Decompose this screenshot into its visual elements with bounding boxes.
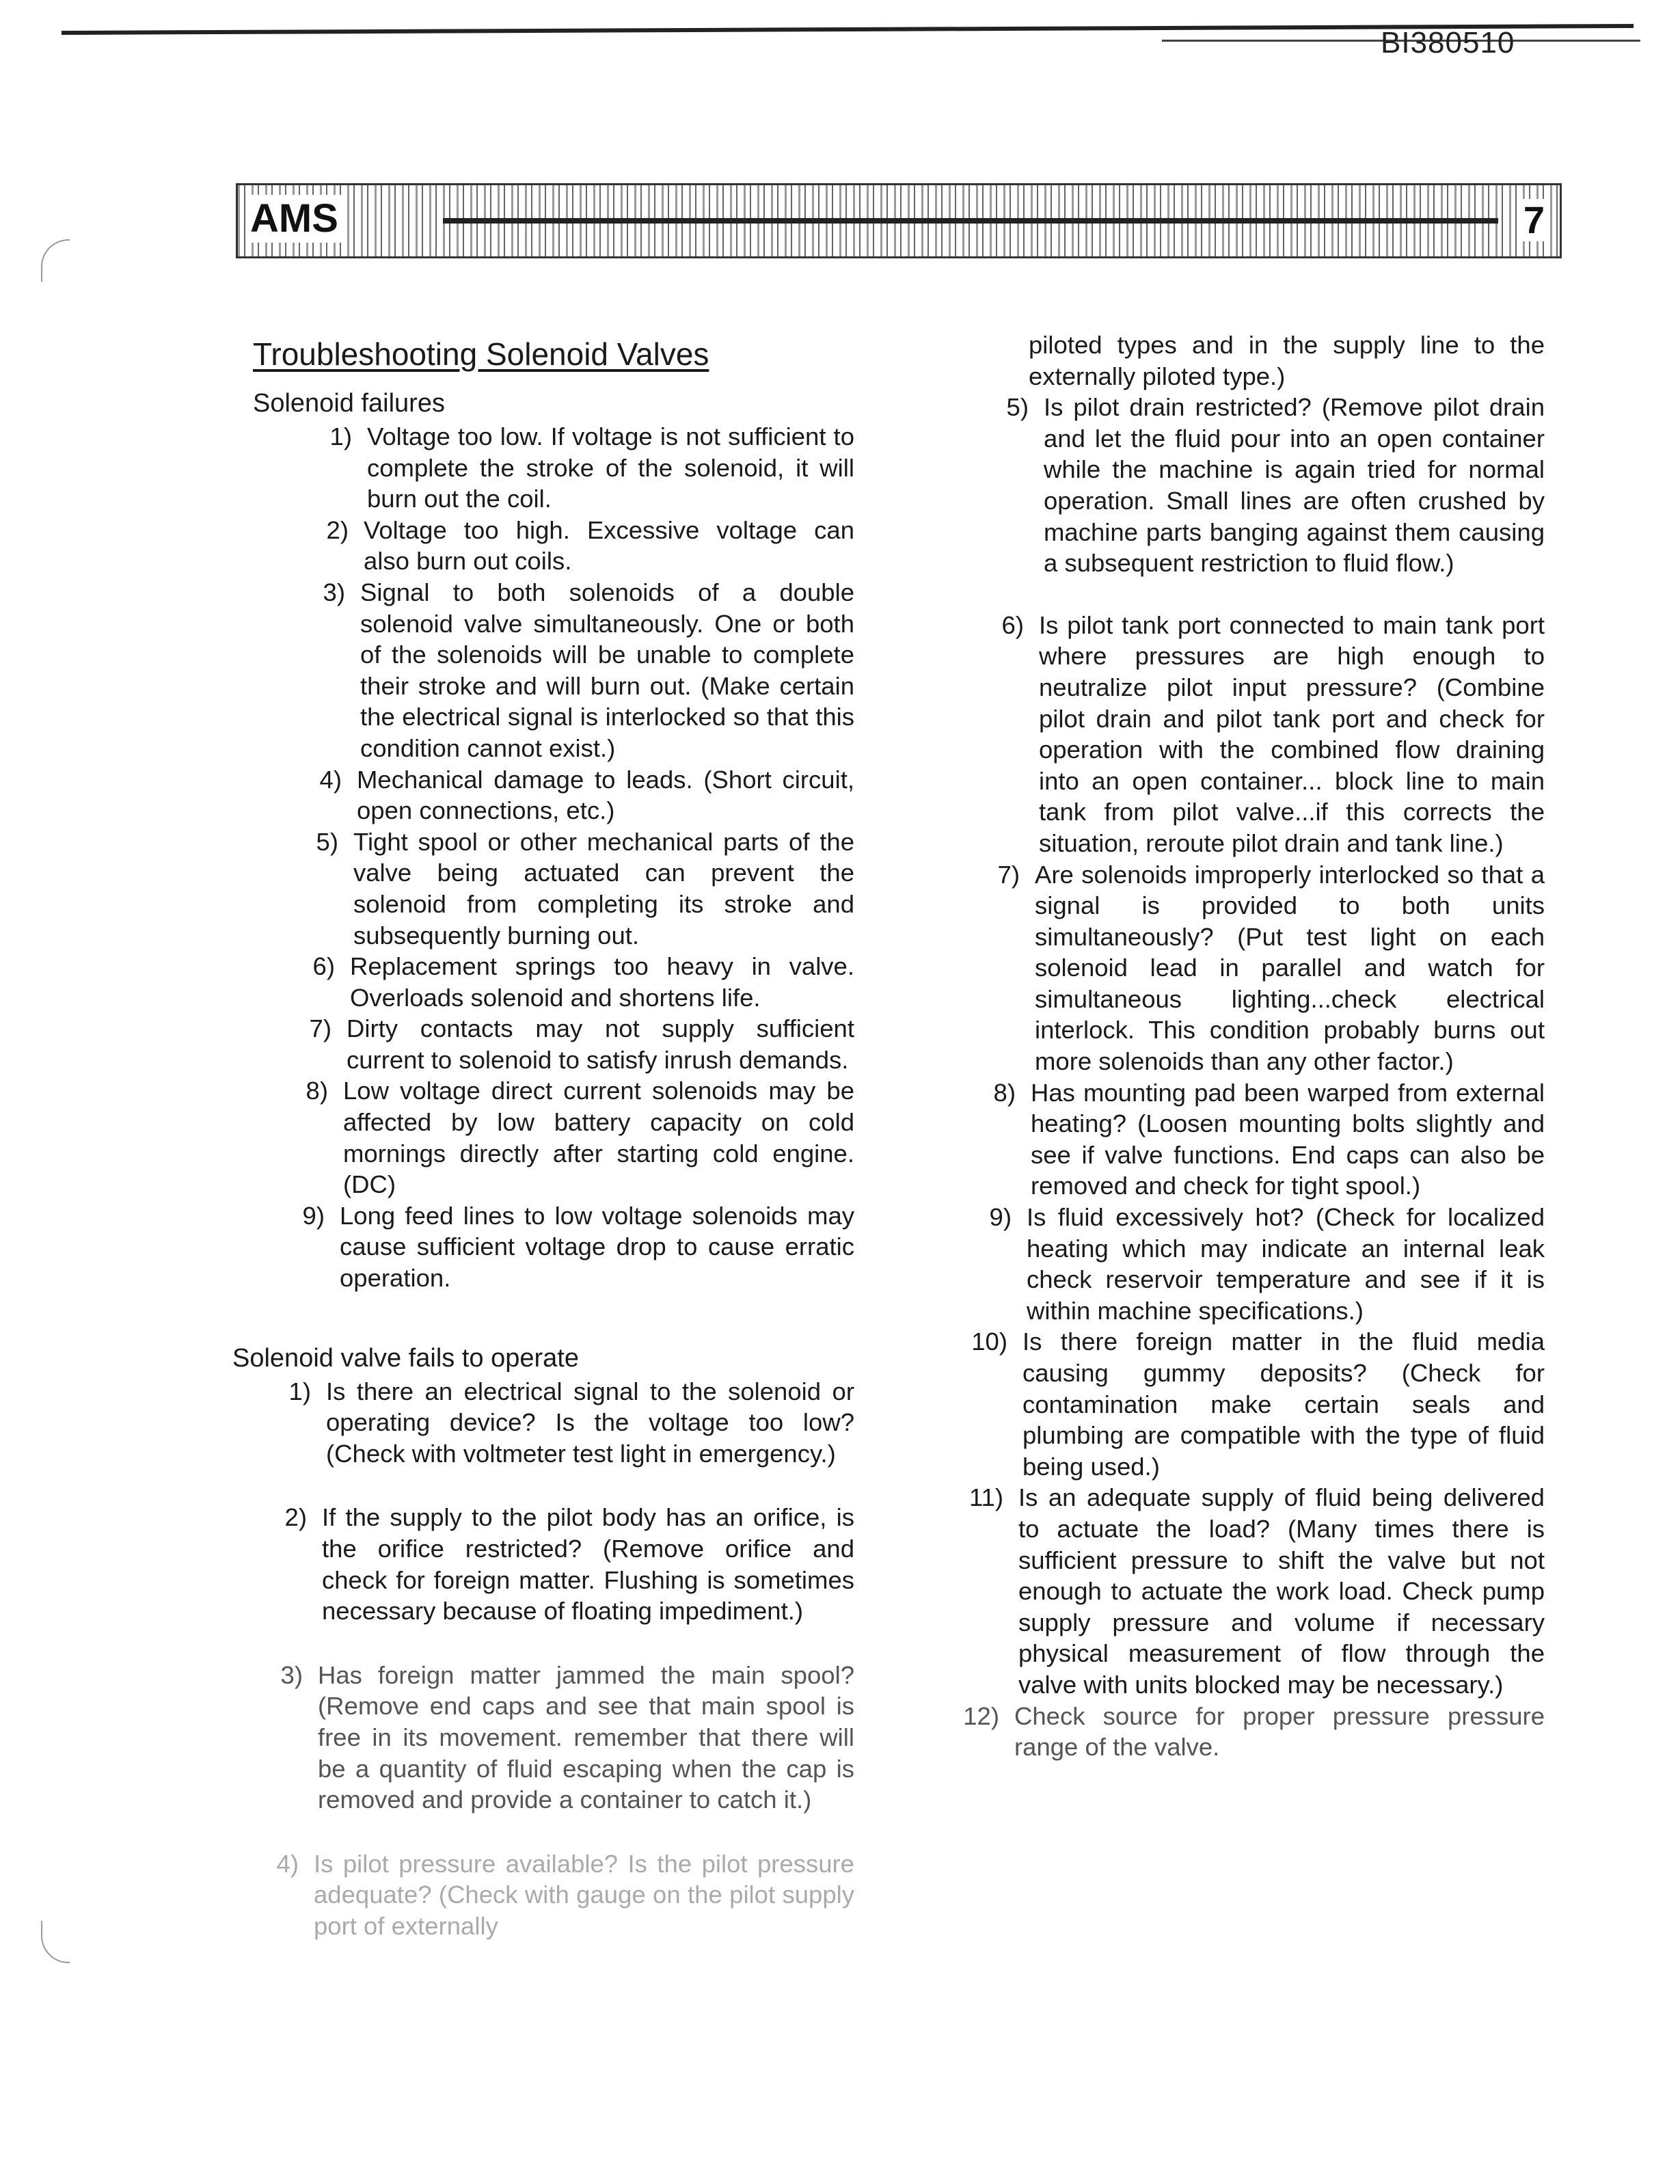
item-text: Tight spool or other mechanical parts of the valve being actuated can prevent the solenoid from completing its stroke and subsequently burning out.	[353, 827, 854, 949]
item-number: 5)	[1006, 393, 1029, 422]
item-text: Dirty contacts may not supply sufficient current to solenoid to satisfy inrush demands.	[347, 1014, 854, 1074]
banner-stripe	[443, 218, 1498, 224]
list-item	[247, 1848, 854, 1942]
item-text: Mechanical damage to leads. (Short circuit, open connections, etc.)	[357, 765, 854, 825]
list-item	[301, 421, 854, 515]
valve-fails-list-continued	[960, 392, 1545, 1763]
item-number: 8)	[993, 1078, 1016, 1107]
list-item	[952, 1482, 1545, 1700]
item-text: Long feed lines to low voltage solenoids may cause sufficient voltage drop to cause erratic operation.	[340, 1201, 854, 1293]
item-number: 12)	[963, 1701, 999, 1730]
list-item	[973, 610, 1545, 859]
item-text: Voltage too low. If voltage is not sufficient to complete the stroke of the solenoid, it will burn out the coil.	[367, 422, 854, 513]
scan-edge-mark-top	[41, 239, 70, 282]
item-number: 3)	[280, 1660, 303, 1689]
item-text: Replacement springs too heavy in valve. Overloads solenoid and shortens life.	[350, 952, 854, 1012]
list-item	[297, 515, 854, 577]
item-text: Is there an electrical signal to the solenoid or operating device? Is the voltage too low? (Check with voltmeter test light in emergency.)	[326, 1377, 854, 1468]
list-item	[964, 1077, 1545, 1202]
list-item	[960, 1202, 1545, 1326]
item-number: 6)	[1001, 610, 1024, 639]
item-number: 10)	[971, 1327, 1007, 1356]
list-item	[280, 1013, 854, 1075]
item-text: Is fluid excessively hot? (Check for localized heating which may indicate an internal leak check reservoir temperature and see if it is within machine specifications.)	[1027, 1203, 1545, 1325]
scan-edge-mark-bottom	[41, 1921, 70, 1963]
item-number: 6)	[312, 952, 335, 981]
ams-logo: AMS	[246, 195, 342, 243]
continued-text: piloted types and in the supply line to the externally piloted type.)	[1029, 331, 1545, 390]
solenoid-failures-heading: Solenoid failures	[253, 389, 445, 418]
item-number: 7)	[309, 1014, 331, 1043]
item-text: Signal to both solenoids of a double solenoid valve simultaneously. One or both of the solenoids will be unable to complete their stroke and will burn out. (Make certain the electrical signal is interlocked so that this condition cannot exist.)	[360, 578, 854, 762]
item-number: 11)	[968, 1483, 1003, 1512]
item-text: Check source for proper pressure pressure range of the valve.	[1014, 1701, 1545, 1762]
header-banner	[236, 183, 1562, 258]
item-text: Has mounting pad been warped from external heating? (Loosen mounting bolts slightly and see if valve functions. End caps can also be removed and check for tight spool.)	[1031, 1078, 1545, 1200]
list-item	[287, 826, 854, 951]
item-number: 1)	[288, 1377, 311, 1405]
list-item	[252, 1660, 854, 1816]
item-text: Is an adequate supply of fluid being delivered to actuate the load? (Many times there is sufficient pressure to shift the valve but not enough to actuate the work load. Check pump supply pressure and volume if necessary physical measurement of flow through the valve with units blocked may be necessary.)	[1018, 1483, 1545, 1699]
item-number: 2)	[326, 515, 349, 544]
item-text: Low voltage direct current solenoids may be affected by low battery capacity on cold mornings directly after starting cold engine. (DC)	[343, 1077, 854, 1199]
page-number: 7	[1521, 199, 1547, 241]
item-number: 5)	[316, 827, 338, 856]
valve-fails-heading: Solenoid valve fails to operate	[232, 1343, 579, 1373]
list-item	[260, 1376, 854, 1470]
list-item	[256, 1502, 854, 1626]
item-number: 9)	[989, 1203, 1012, 1232]
page-title: Troubleshooting Solenoid Valves	[253, 336, 709, 372]
item-text: Is pilot drain restricted? (Remove pilot drain and let the fluid pour into an open container while the machine is again tried for normal operation. Small lines are often crushed by machine parts banging against them causing a subsequent restriction to fluid flow.)	[1044, 393, 1545, 578]
list-item	[290, 764, 854, 826]
item-text: Voltage too high. Excessive voltage can also burn out coils.	[364, 515, 854, 576]
list-item	[948, 1701, 1545, 1763]
item-text: Is there foreign matter in the fluid media causing gummy deposits? (Check for contamination make certain seals and plumbing are compatible with the type of fluid being used.)	[1022, 1327, 1545, 1481]
item-number: 7)	[997, 860, 1020, 889]
solenoid-failures-list	[232, 421, 854, 1294]
left-column	[232, 334, 854, 1975]
valve-fails-list	[232, 1376, 854, 1942]
list-item	[277, 1075, 854, 1200]
item-number: 4)	[276, 1849, 299, 1878]
item-number: 9)	[302, 1201, 325, 1230]
item-text: Are solenoids improperly interlocked so that a signal is provided to both units simultaneously? (Put test light on each solenoid lead in parallel and watch for simultaneous lighting...check electrical interlock. This condition probably burns out more solenoids than any other factor.)	[1035, 860, 1545, 1076]
item-number: 4)	[319, 765, 342, 794]
item-text: Is pilot tank port connected to main tank port where pressures are high enough to neutralize pilot input pressure? (Combine pilot drain and pilot tank port and check for operation with the combined flow draining into an open container... block line to main tank from pilot valve...if this corrects the situation, reroute pilot drain and tank line.)	[1039, 610, 1545, 857]
item-number: 3)	[323, 578, 345, 606]
item-text: Has foreign matter jammed the main spool? (Remove end caps and see that main spool is free in its movement. remember that there will be a quantity of fluid escaping when the cap is removed and provide a container to catch it.)	[318, 1660, 854, 1814]
list-item	[977, 392, 1545, 579]
item-number: 2)	[284, 1503, 307, 1532]
item-text: If the supply to the pilot body has an orifice, is the orifice restricted? (Remove orifice and check for foreign matter. Flushing is sometimes necessary because of floating impediment.)	[322, 1503, 854, 1626]
item-number: 8)	[306, 1077, 328, 1105]
item-text: Is pilot pressure available? Is the pilot pressure adequate? (Check with gauge on the pilot supply port of externally	[314, 1849, 854, 1940]
list-item	[956, 1326, 1545, 1482]
list-item	[294, 577, 854, 764]
right-column	[960, 329, 1545, 1763]
document-id: BI380510	[1381, 26, 1515, 59]
item-number: 1)	[329, 422, 352, 450]
list-item	[284, 951, 854, 1013]
list-item	[968, 859, 1545, 1077]
list-item	[273, 1200, 854, 1294]
